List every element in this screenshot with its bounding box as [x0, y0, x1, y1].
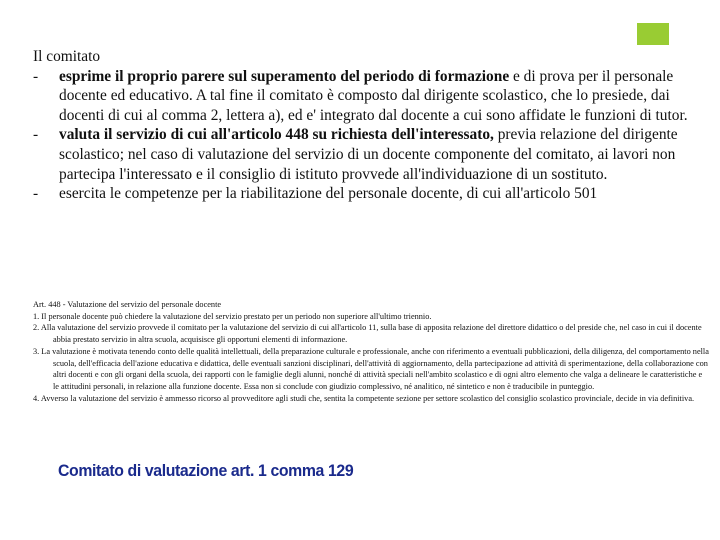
item-bold-text: valuta il servizio di cui all'articolo 448 su richiesta dell'interessato,: [59, 126, 494, 144]
main-text: [33, 47, 693, 204]
article-paragraph: 1. Il personale docente può chiedere la valutazione del servizio prestato per un periodo non superiore all'ultimo triennio.: [33, 311, 432, 321]
dash: -: [33, 67, 39, 85]
dash: -: [33, 185, 39, 203]
item-text: [59, 184, 693, 204]
article-paragraph: 2. Alla valutazione del servizio provvede il comitato per la valutazione del servizio di cui all'articolo 11, sulla base di apposita relazione del direttore didattico o del preside che, nel caso in cui il docente abbia prestato servizio in altra scuola, acquisisce gli opportuni elementi di informazione.: [33, 323, 702, 345]
list-item: [33, 67, 693, 126]
article-paragraph: 4. Avverso la valutazione del servizio è ammesso ricorso al provveditore agli studi che, sentita la competente sezione per settore scolastico del consiglio scolastico provinciale, decide in via definitiva.: [33, 393, 695, 403]
item-bold-text: esprime il proprio parere sul superamento del periodo di formazione: [59, 67, 510, 85]
item-text: [59, 125, 693, 184]
item-rest-text: e di prova per il personale docente ed educativo. A tal fine il comitato è composto dal dirigente scolastico, che lo presiede, dai docenti di cui al comma 2, lettera a), ed e' integrato dal docente a cui sono affidate le funzioni di tutor.: [59, 67, 688, 124]
list-item: [33, 125, 693, 184]
article-title: Art. 448 - Valutazione del servizio del personale docente: [33, 300, 222, 309]
item-rest-text: previa relazione del dirigente scolastico; nel caso di valutazione del servizio di un docente componente del comitato, ai lavori non partecipa l'interessato e il consiglio di istituto provvede all'individuazione di un sostituto.: [59, 126, 678, 183]
item-rest-text: esercita le competenze per la riabilitazione del personale docente, di cui all'articolo 501: [59, 185, 598, 203]
article-448: [33, 299, 709, 404]
list-item: [33, 184, 693, 204]
heading: Il comitato: [33, 48, 101, 65]
item-text: [59, 67, 693, 126]
article-paragraph: 3. La valutazione è motivata tenendo conto delle qualità intellettuali, della preparazione culturale e professionale, anche con riferimento a eventuali pubblicazioni, della diligenza, del comportamento nella scuola, dell'efficacia dell'azione educativa e didattica, delle eventuali sanzioni disciplinari, dell'attività di aggiornamento, della partecipazione ad attività di sperimentazione, della collaborazione con altri docenti e con gli organi della scuola, dei rapporti con le famiglie degli alunni, nonché di attività speciali nell'ambito scolastico e di ogni altro elemento che valga a delineare le caratteristiche e le attitudini personali, in relazione alla funzione docente. Essa non si conclude con giudizio complessivo, né analitico, né sintetico e non è traducibile in punteggio.: [33, 346, 709, 391]
footer-title: Comitato di valutazione art. 1 comma 129: [58, 461, 354, 480]
dash: -: [33, 126, 39, 144]
accent-square: [637, 23, 669, 45]
